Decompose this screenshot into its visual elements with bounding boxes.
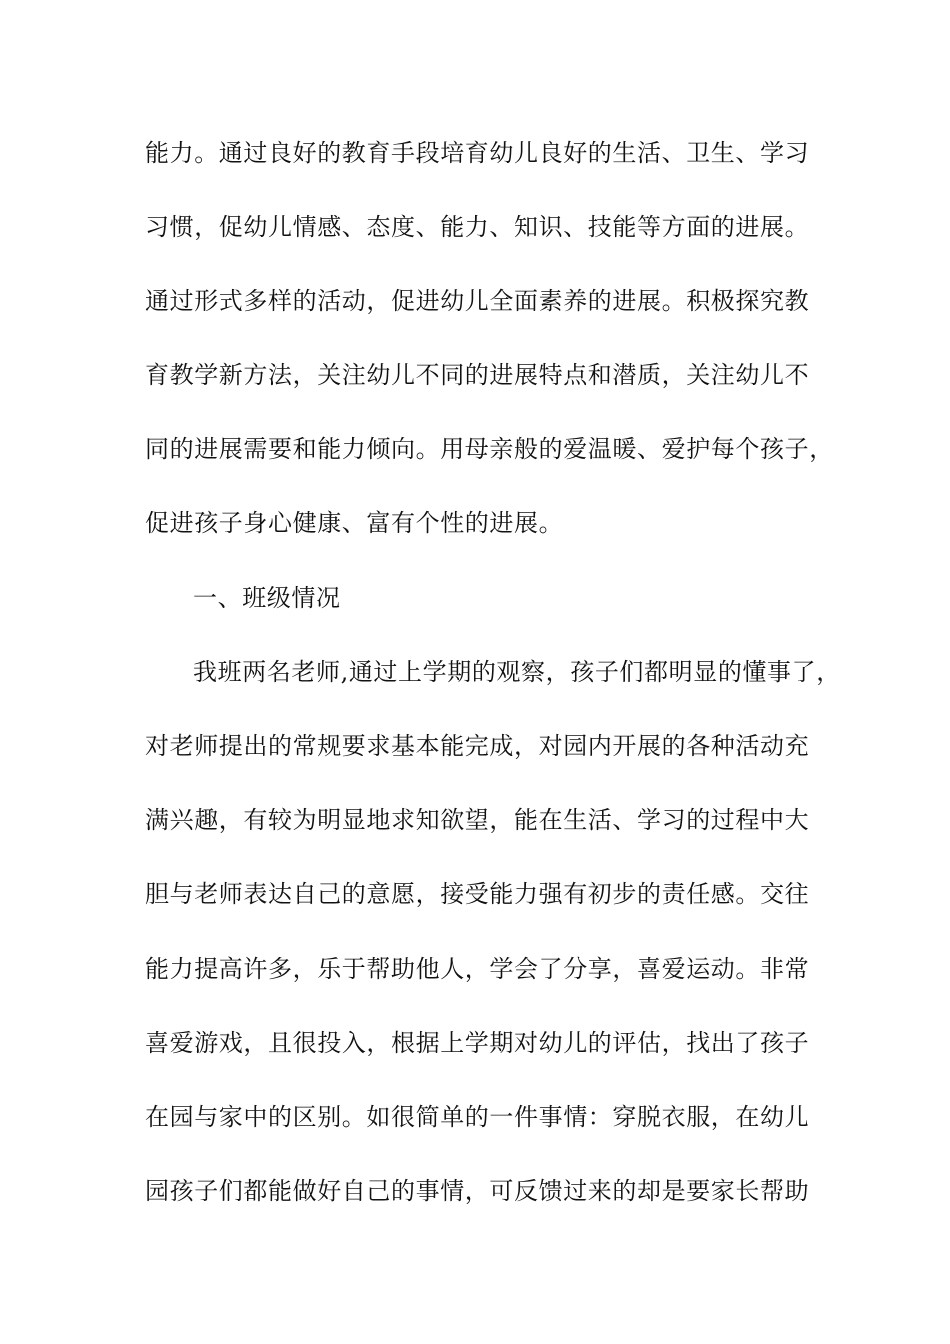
paragraph-line: 园孩子们都能做好自己的事情，可反馈过来的却是要家长帮助 <box>145 1177 810 1205</box>
paragraph-line: 同的进展需要和能力倾向。用母亲般的爱温暖、爱护每个孩子， <box>145 435 834 463</box>
paragraph-line: 满兴趣，有较为明显地求知欲望，能在生活、学习的过程中大 <box>145 806 810 834</box>
paragraph-line: 促进孩子身心健康、富有个性的进展。 <box>145 509 564 537</box>
paragraph-line: 对老师提出的常规要求基本能完成，对园内开展的各种活动充 <box>145 732 810 760</box>
paragraph-line: 我班两名老师,通过上学期的观察，孩子们都明显的懂事了， <box>193 658 841 686</box>
section-heading: 一、班级情况 <box>193 584 341 612</box>
paragraph-line: 能力提高许多，乐于帮助他人，学会了分享，喜爱运动。非常 <box>145 955 810 983</box>
paragraph-line: 能力。通过良好的教育手段培育幼儿良好的生活、卫生、学习 <box>145 139 810 167</box>
paragraph-line: 习惯，促幼儿情感、态度、能力、知识、技能等方面的进展。 <box>145 213 810 241</box>
paragraph-line: 在园与家中的区别。如很简单的一件事情：穿脱衣服，在幼儿 <box>145 1103 810 1131</box>
paragraph-line: 喜爱游戏，且很投入，根据上学期对幼儿的评估，找出了孩子 <box>145 1029 810 1057</box>
paragraph-line: 通过形式多样的活动，促进幼儿全面素养的进展。积极探究教 <box>145 287 810 315</box>
paragraph-line: 胆与老师表达自己的意愿，接受能力强有初步的责任感。交往 <box>145 880 810 908</box>
paragraph-line: 育教学新方法，关注幼儿不同的进展特点和潜质，关注幼儿不 <box>145 361 810 389</box>
